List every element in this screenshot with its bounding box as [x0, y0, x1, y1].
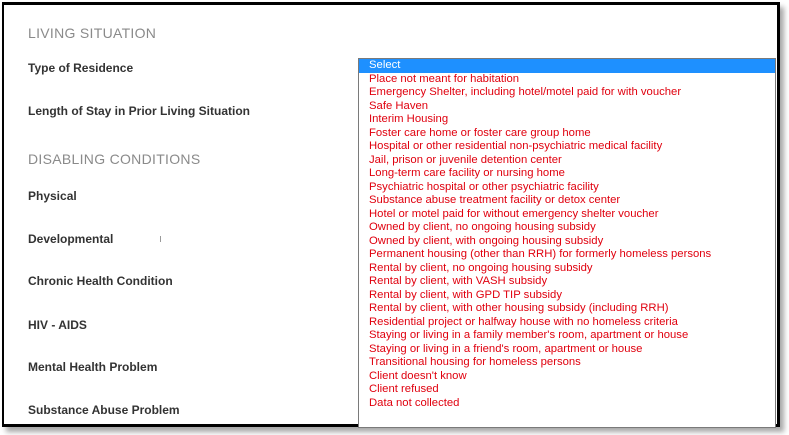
- dropdown-option[interactable]: Transitional housing for homeless persons: [369, 356, 581, 368]
- dropdown-option[interactable]: Emergency Shelter, including hotel/motel paid for with voucher: [369, 86, 682, 98]
- dropdown-option[interactable]: Hospital or other residential non-psychiatric medical facility: [369, 140, 663, 152]
- dropdown-option[interactable]: Foster care home or foster care group home: [369, 126, 591, 139]
- dropdown-option[interactable]: Safe Haven: [369, 99, 429, 112]
- label-mental-health-problem: Mental Health Problem: [28, 360, 158, 374]
- dropdown-option[interactable]: Substance abuse treatment facility or detox center: [369, 194, 621, 206]
- label-substance-abuse-problem: Substance Abuse Problem: [28, 403, 180, 417]
- developmental-marker: [160, 236, 161, 242]
- label-developmental: Developmental: [28, 232, 114, 246]
- dropdown-option[interactable]: Rental by client, no ongoing housing subsidy: [369, 261, 593, 274]
- dropdown-option[interactable]: Owned by client, with ongoing housing subsidy: [369, 234, 604, 247]
- dropdown-option[interactable]: Rental by client, with other housing subsidy (including RRH): [369, 302, 669, 314]
- dropdown-option[interactable]: Hotel or motel paid for without emergency shelter voucher: [369, 207, 659, 220]
- section-header-living-situation: LIVING SITUATION: [28, 25, 157, 41]
- label-chronic-health-condition: Chronic Health Condition: [28, 274, 173, 288]
- dropdown-option[interactable]: Rental by client, with VASH subsidy: [369, 275, 548, 287]
- dropdown-option[interactable]: Client refused: [369, 383, 439, 395]
- dropdown-option[interactable]: Residential project or halfway house with no homeless criteria: [369, 315, 678, 328]
- label-length-of-stay: Length of Stay in Prior Living Situation: [28, 104, 250, 118]
- section-header-disabling-conditions: DISABLING CONDITIONS: [28, 151, 201, 167]
- dropdown-option[interactable]: Data not collected: [369, 396, 460, 409]
- dropdown-option[interactable]: Staying or living in a friend's room, apartment or house: [369, 342, 643, 355]
- dropdown-option[interactable]: Rental by client, with GPD TIP subsidy: [369, 288, 562, 301]
- type-of-residence-dropdown-list[interactable]: [358, 58, 776, 428]
- dropdown-option[interactable]: Interim Housing: [369, 113, 449, 125]
- dropdown-option-selected[interactable]: Select: [359, 59, 775, 73]
- dropdown-option[interactable]: Place not meant for habitation: [369, 72, 520, 85]
- dropdown-option[interactable]: Jail, prison or juvenile detention center: [369, 153, 562, 166]
- dropdown-option[interactable]: Long-term care facility or nursing home: [369, 167, 565, 179]
- label-type-of-residence: Type of Residence: [28, 61, 134, 75]
- label-physical: Physical: [28, 189, 77, 203]
- dropdown-option[interactable]: Permanent housing (other than RRH) for formerly homeless persons: [369, 248, 712, 260]
- dropdown-option[interactable]: Staying or living in a family member's room, apartment or house: [369, 329, 689, 341]
- label-hiv-aids: HIV - AIDS: [28, 318, 87, 332]
- dropdown-option[interactable]: Client doesn't know: [369, 369, 467, 382]
- dropdown-option[interactable]: Psychiatric hospital or other psychiatric facility: [369, 180, 599, 193]
- dropdown-option[interactable]: Owned by client, no ongoing housing subsidy: [369, 221, 596, 233]
